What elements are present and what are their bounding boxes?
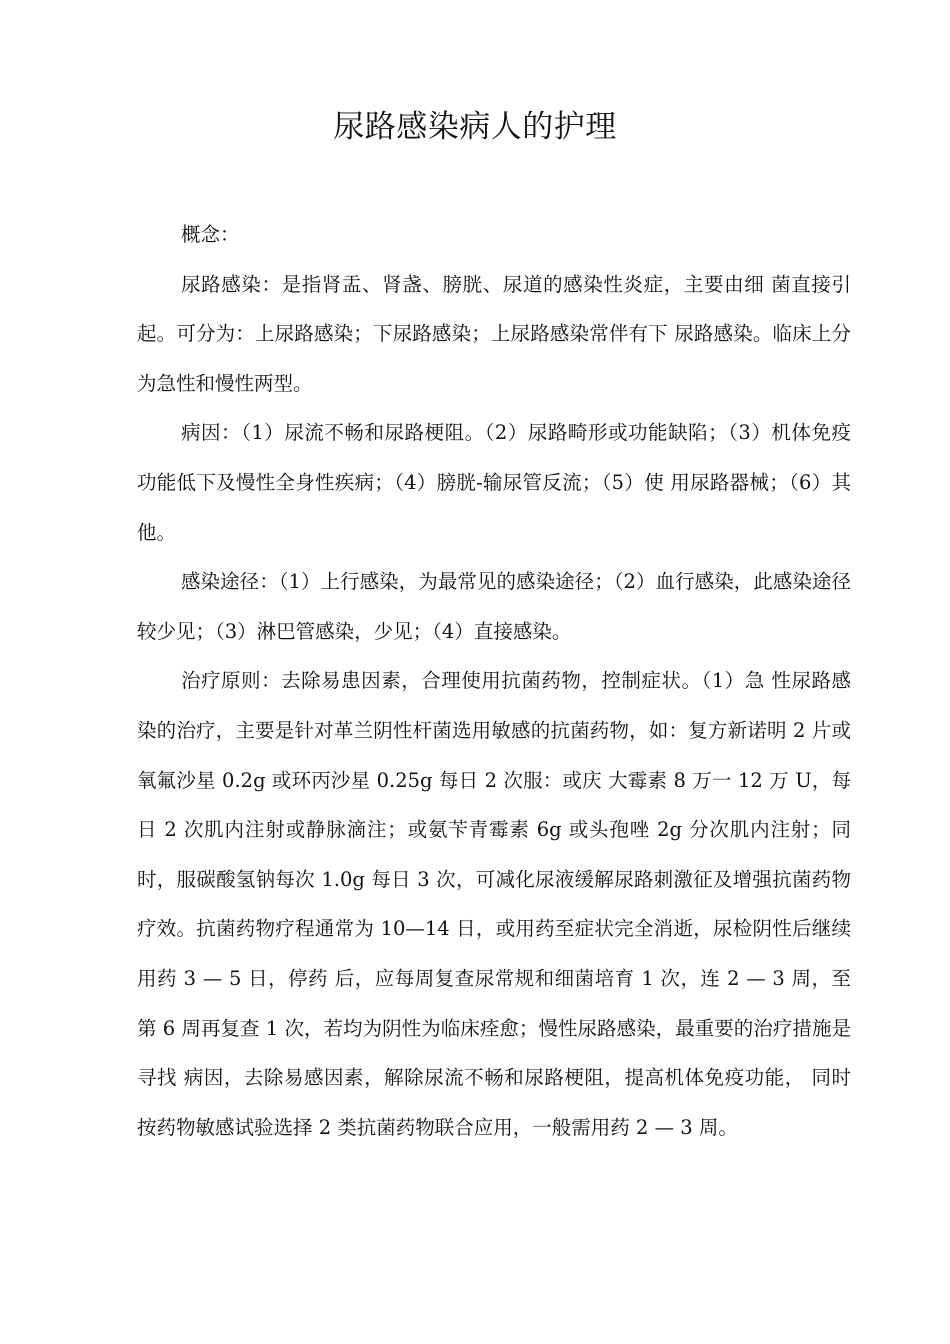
paragraph-infection-routes: 感染途径：（1）上行感染，为最常见的感染途径；（2）血行感染，此感染途径较少见；（3）淋巴管感染，少见；（4）直接感染。 xyxy=(137,570,851,643)
document-body xyxy=(137,210,851,1152)
paragraph-definition: 尿路感染：是指肾盂、肾盏、膀胱、尿道的感染性炎症，主要由细 菌直接引起。可分为：上尿路感染；下尿路感染；上尿路感染常伴有下 尿路感染。临床上分为急性和慢性两型。 xyxy=(137,272,851,395)
paragraph-concept-heading: 概念： xyxy=(181,223,240,246)
paragraph-etiology: 病因：（1）尿流不畅和尿路梗阻。（2）尿路畸形或功能缺陷；（3）机体免疫功能低下及慢性全身性疾病；（4）膀胱-输尿管反流；（5）使 用尿路器械；（6）其他。 xyxy=(137,421,851,544)
document-title: 尿路感染病人的护理 xyxy=(333,109,617,145)
paragraph-treatment-principles: 治疗原则：去除易患因素，合理使用抗菌药物，控制症状。（1）急 性尿路感染的治疗，主要是针对革兰阴性杆菌选用敏感的抗菌药物，如：复方新诺明 2 片或氧氟沙星 0.2g 或环丙沙星 0.25g 每日 2 次服：或庆 大霉素 8 万一 12 万 U，每日 2 次肌内注射或静脉滴注；或氨苄青霉素 6g 或头孢唑 2g 分次肌内注射；同时，服碳酸氢钠每次 1.0g 每日 3 次，可减化尿液缓解尿路刺激征及增强抗菌药物疗效。抗菌药物疗程通常为 10—14 日，或用药至症状完全消逝，尿检阴性后继续用药 3 — 5 日，停药 后，应每周复查尿常规和细菌培育 1 次，连 2 — 3 周，至第 6 周再复查 1 次，若均为阴性为临床痊愈；慢性尿路感染，最重要的治疗措施是寻找 病因，去除易感因素，解除尿流不畅和尿路梗阻，提高机体免疫功能， 同时按药物敏感试验选择 2 类抗菌药物联合应用，一般需用药 2 — 3 周。 xyxy=(137,669,851,1139)
